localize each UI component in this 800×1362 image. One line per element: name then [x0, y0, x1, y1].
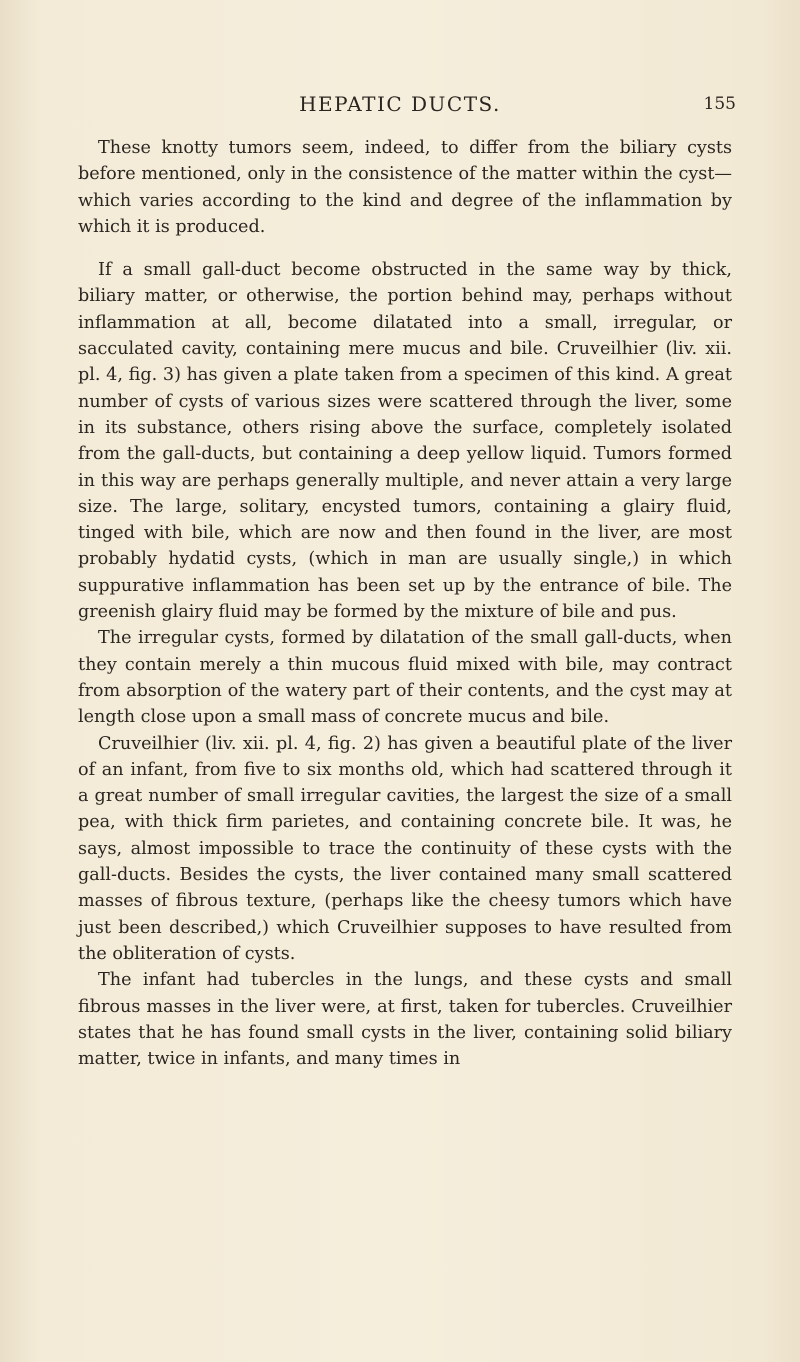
paragraph: If a small gall-duct become obstructed in the same way by thick, biliary matter, or otherwise, the portion behind may, perhaps without inflammation at all, become dilatated into a small, irregular, or sacculated cavity, containing mere mucus and bile. Cruveilhier (liv. xii. pl. 4, fig. 3) has given a plate taken from a specimen of this kind. A great number of cysts of various sizes were scattered through the liver, some in its substance, others rising above the surface, completely isolated from the gall-ducts, but containing a deep yellow liquid. Tumors formed in this way are perhaps generally multiple, and never attain a very large size. The large, solitary, encysted tumors, containing a glairy fluid, tinged with bile, which are now and then found in the liver, are most probably hydatid cysts, (which in man are usually single,) in which suppurative inflammation has been set up by the entrance of bile. The greenish glairy fluid may be formed by the mixture of bile and pus.: [78, 260, 732, 623]
running-title: HEPATIC DUCTS.: [299, 92, 501, 116]
body-text: [78, 135, 732, 1072]
paragraph: The irregular cysts, formed by dilatation of the small gall-ducts, when they contain merely a thin mucous fluid mixed with bile, may contract from absorption of the watery part of their contents, and the cyst may at length close upon a small mass of concrete mucus and bile.: [78, 628, 732, 728]
paragraph: These knotty tumors seem, indeed, to differ from the biliary cysts before mentioned, only in the consistence of the matter within the cyst—which varies according to the kind and degree of the inflammation by which it is produced.: [78, 138, 732, 237]
paragraph: Cruveilhier (liv. xii. pl. 4, fig. 2) has given a beautiful plate of the liver of an infant, from five to six months old, which had scattered through it a great number of small irregular cavities, the largest the size of a small pea, with thick firm parietes, and containing concrete bile. It was, he says, almost impossible to trace the continuity of these cysts with the gall-ducts. Besides the cysts, the liver contained many small scattered masses of fibrous texture, (perhaps like the cheesy tumors which have just been described,) which Cruveilhier supposes to have resulted from the obliteration of cysts.: [78, 733, 732, 964]
page-header: [0, 90, 800, 122]
page-number: 155: [703, 94, 736, 114]
paragraph: The infant had tubercles in the lungs, and these cysts and small fibrous masses in the liver were, at first, taken for tubercles. Cruveilhier states that he has found small cysts in the liver, containing solid biliary matter, twice in infants, and many times in: [78, 970, 732, 1070]
